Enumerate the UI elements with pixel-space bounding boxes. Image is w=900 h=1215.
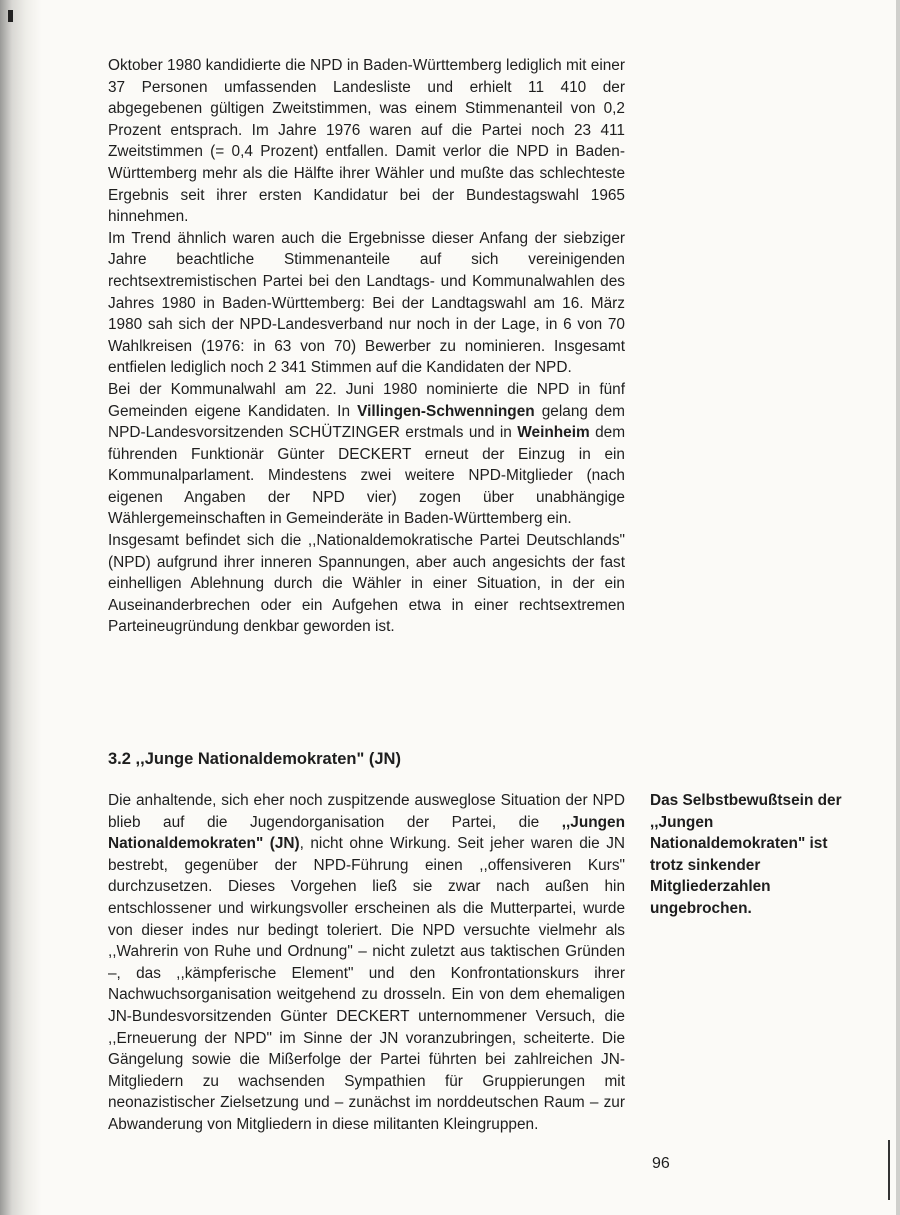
margin-note: Das Selbstbewußtsein der ,,Jungen Nationaldemokraten" ist trotz sinkender Mitgliederzahlen ungebrochen. [650, 792, 842, 917]
section-heading: 3.2 ,,Junge Nationaldemokraten" (JN) [108, 750, 401, 768]
page-gutter-shadow [0, 0, 42, 1215]
paragraph-2: Im Trend ähnlich waren auch die Ergebnisse dieser Anfang der siebziger Jahre beachtliche Stimmenanteile auf sich vereinigenden rechtsextremistischen Partei bei den Landtags- und Kommunalwahlen des Jahres 1980 in Baden-Württemberg: Bei der Landtagswahl am 16. März 1980 sah sich der NPD-Landesverband nur noch in der Lage, in 6 von 70 Wahlkreisen (1976: in 63 von 70) Bewerber zu nominieren. Insgesamt entfielen lediglich noch 2 341 Stimmen auf die Kandidaten der NPD. [108, 229, 625, 377]
body-text-section [108, 790, 625, 1136]
place-weinheim: Weinheim [517, 424, 590, 442]
body-text-top [108, 55, 625, 638]
section-paragraph-text-b: , nicht ohne Wirkung. Seit jeher waren die JN bestrebt, gegenüber der NPD-Führung einen ,,offensiveren Kurs" durchzusetzen. Dieses Vorgehen ließ sie zwar nach außen hin entschlossener und wirkungsvoller erscheinen als die Mutterpartei, wurde von dieser indes nur bedingt toleriert. Die NPD versuchte vielmehr als ,,Wahrerin von Ruhe und Ordnung" – nicht zuletzt aus taktischen Gründen –, das ,,kämpferische Element" und den Konfrontationskurs ihrer Nachwuchsorganisation weitgehend zu drosseln. Ein von dem ehemaligen JN-Bundesvorsitzenden Günter DECKERT unternommener Versuch, die ,,Erneuerung der NPD" im Sinne der JN voranzubringen, scheiterte. Die Gängelung sowie die Mißerfolge der Partei führten bei zahlreichen JN-Mitgliedern zu wachsenden Sympathien für Gruppierungen mit neonazistischer Zielsetzung und – zunächst im norddeutschen Raum – zur Abwanderung von Mitgliedern in diese militanten Kleingruppen. [108, 835, 626, 1133]
page-right-edge [896, 0, 900, 1215]
page-number: 96 [652, 1155, 670, 1172]
organization-name: ,,Jungen Nationaldemokraten" (JN) [108, 813, 625, 853]
section-paragraph [108, 790, 625, 1136]
paragraph-4: Insgesamt befindet sich die ,,Nationaldemokratische Partei Deutschlands" (NPD) aufgrund ihrer inneren Spannungen, aber auch angesichts der fast einhelligen Ablehnung durch die Wähler in einer Situation, in der ein Auseinanderbrechen oder ein Aufgehen etwa in einer rechtsextremen Parteineugründung denkbar geworden ist. [108, 532, 625, 636]
paragraph-1: Oktober 1980 kandidierte die NPD in Baden-Württemberg lediglich mit einer 37 Personen umfassenden Landesliste und erhielt 11 410 der abgegebenen gültigen Zweitstimmen, was einem Stimmenanteil von 0,2 Prozent entsprach. Im Jahre 1976 waren auf die Partei noch 23 411 Zweitstimmen (= 0,4 Prozent) entfallen. Damit verlor die NPD in Baden-Württemberg mehr als die Hälfte ihrer Wähler und mußte das schlechteste Ergebnis seit ihrer ersten Kandidatur bei der Bundestagswahl 1965 hinnehmen. [108, 57, 625, 226]
section-paragraph-text-a: Die anhaltende, sich eher noch zuspitzende ausweglose Situation der NPD blieb auf die Jugendorganisation der Partei, die [108, 792, 625, 831]
place-villingen-schwenningen: Villingen-Schwenningen [357, 402, 535, 420]
paragraph-3-text-c: dem führenden Funktionär Günter DECKERT erneut der Einzug in ein Kommunalparlament. Mindestens zwei weitere NPD-Mitglieder (nach eigenen Angaben der NPD vier) zogen über unabhängige Wählergemeinschaften in Gemeinderäte in Baden-Württemberg ein. [108, 424, 626, 528]
paragraph-3-text-b: gelang dem NPD-Landesvorsitzenden SCHÜTZINGER erstmals und in [108, 402, 625, 442]
paragraph-3 [108, 379, 625, 530]
binding-mark [8, 10, 13, 22]
paragraph-3-text-a: Bei der Kommunalwahl am 22. Juni 1980 nominierte die NPD in fünf Gemeinden eigene Kandidaten. In [108, 380, 625, 420]
page-edge-mark [888, 1140, 890, 1200]
